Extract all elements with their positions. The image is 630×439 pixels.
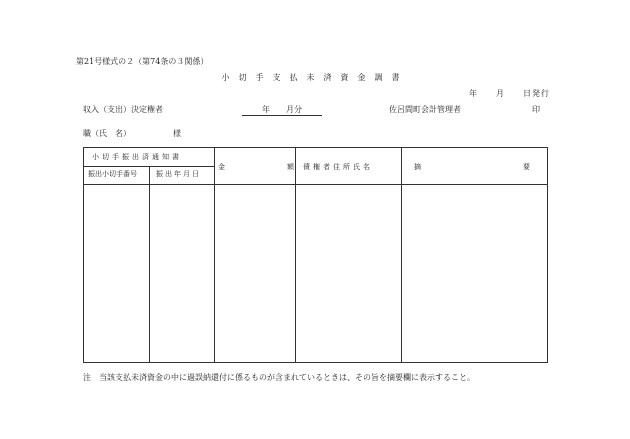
amount-header-left: 金	[218, 163, 225, 171]
authority-label: 収入（支出）決定権者	[83, 105, 163, 114]
summary-header-left: 摘	[414, 163, 421, 171]
summary-header	[414, 164, 530, 171]
period-field: 年 月分	[242, 106, 322, 116]
header-subdivider	[84, 166, 214, 167]
seal-mark: 印	[532, 105, 540, 114]
name-label: 職（氏 名）	[83, 129, 131, 138]
form-number: 第21号様式の２（第74条の３関係）	[76, 57, 209, 66]
notice-header: 小切手振出済通知書	[92, 153, 182, 161]
document-title: 小切手支払未済資金調書	[221, 73, 409, 82]
fund-table	[83, 147, 548, 363]
issue-date-header: 振出年月日	[156, 170, 201, 178]
issue-date: 年 月 日発行	[469, 89, 550, 98]
summary-header-right: 要	[523, 163, 530, 171]
amount-header-right: 額	[287, 163, 294, 171]
divider-creditor-summary	[401, 148, 402, 362]
honorific: 様	[173, 129, 181, 138]
creditor-header: 債権者住所氏名	[303, 163, 373, 171]
footnote: 注 当該支払未済資金の中に過誤納還付に係るものが含まれているときは、その旨を摘要欄に表示すること。	[83, 373, 475, 382]
divider-amount-creditor	[295, 148, 296, 362]
divider-check-date	[149, 166, 150, 362]
check-number-header: 振出小切手番号	[88, 170, 137, 178]
header-bottom-rule	[84, 184, 547, 185]
amount-header	[218, 164, 294, 171]
manager-label: 佐呂間町会計管理者	[389, 105, 461, 114]
divider-date-amount	[214, 148, 215, 362]
